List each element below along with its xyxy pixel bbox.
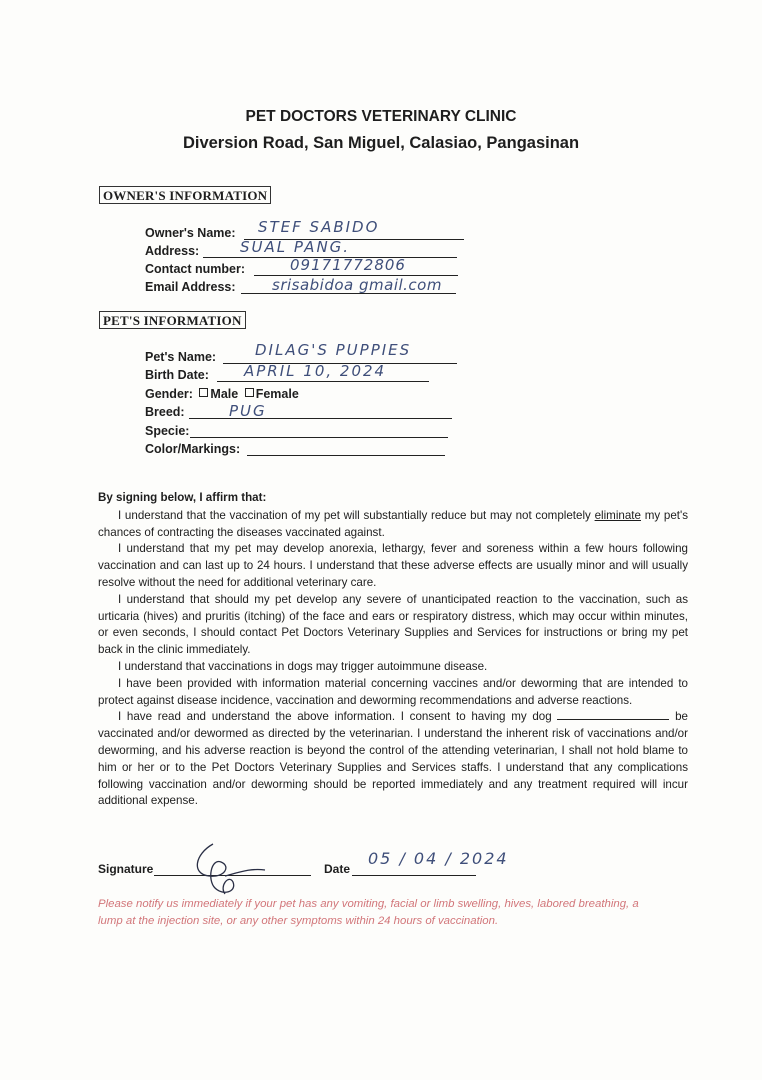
breed-label: Breed: (145, 405, 185, 419)
affirmation-paragraph-1: I understand that the vaccination of my pet will substantially reduce but may not completely eliminate my pet's chances of contracting the diseases vaccinated against. (98, 508, 688, 539)
color-markings-label: Color/Markings: (145, 442, 241, 456)
clinic-name: PET DOCTORS VETERINARY CLINIC (245, 108, 517, 125)
date-label: Date (324, 862, 351, 876)
female-checkbox[interactable] (245, 388, 254, 397)
specie-line (190, 437, 448, 438)
pet-section-title: PET'S INFORMATION (99, 311, 246, 329)
birth-date-line (217, 381, 429, 382)
email-value[interactable]: srisabidoa gmail.com (272, 276, 442, 294)
address-value[interactable]: SUAL PANG. (240, 238, 351, 256)
affirmation-heading: By signing below, I affirm that: (98, 491, 267, 504)
address-label: Address: (145, 244, 200, 258)
specie-label: Specie: (145, 424, 190, 438)
date-line (352, 875, 476, 876)
owner-section-title: OWNER'S INFORMATION (99, 186, 271, 204)
date-value[interactable]: 05 / 04 / 2024 (368, 849, 509, 868)
affirmation-paragraph-4: I understand that vaccinations in dogs may trigger autoimmune disease. (118, 659, 488, 673)
affirmation-paragraph-3: I understand that should my pet develop any severe of unanticipated reaction to the vaccination, such as urticaria (hives) and pruritis (itching) of the face and ears or respiratory distress, which may occur within minutes, or even seconds, I should contact Pet Doctors Veterinary Supplies and Services for instructions or bring my pet back in the clinic immediately. (98, 592, 688, 657)
contact-number-value[interactable]: 09171772806 (290, 256, 406, 274)
affirmation-paragraph-6: I have read and understand the above information. I consent to having my dog be vaccinated and/or dewormed as directed by the veterinarian. I understand the inherent risk of vaccinations and/or deworming, and his adverse reaction is beyond the control of the attending veterinarian, I shall not hold blame to him or her or to the Pet Doctors Veterinary Supplies and Services staffs. I understand that any complications following vaccination and/or deworming should be reported immediately and any treatment required will incur additional expense. (98, 710, 688, 808)
female-label: Female (255, 387, 299, 401)
gender-row (145, 387, 299, 401)
contact-number-label: Contact number: (145, 262, 245, 276)
owner-name-value[interactable]: STEF SABIDO (258, 218, 380, 236)
signature-scribble[interactable] (185, 836, 295, 904)
gender-label: Gender: (145, 387, 193, 401)
male-label: Male (210, 387, 239, 401)
notice-text: Please notify us immediately if your pet has any vomiting, facial or limb swelling, hives, labored breathing, a lump at the injection site, or any other symptoms within 24 hours of vaccination. (98, 898, 639, 927)
birth-date-label: Birth Date: (145, 368, 209, 382)
affirmation-paragraph-5: I have been provided with information material concerning vaccines and/or deworming that are intended to protect against disease incidence, vaccination and deworming recommendations and adverse reactions. (98, 676, 688, 707)
color-markings-line (247, 455, 445, 456)
breed-value[interactable]: PUG (229, 402, 267, 420)
pet-name-value[interactable]: DILAG'S PUPPIES (255, 341, 412, 359)
birth-date-value[interactable]: APRIL 10, 2024 (244, 362, 387, 380)
dog-name-blank[interactable] (557, 709, 669, 720)
pet-name-label: Pet's Name: (145, 350, 217, 364)
signature-label: Signature (98, 862, 154, 876)
male-checkbox[interactable] (199, 388, 208, 397)
affirmation-block (98, 490, 688, 810)
clinic-address: Diversion Road, San Miguel, Calasiao, Pangasinan (182, 134, 580, 152)
affirmation-paragraph-2: I understand that my pet may develop anorexia, lethargy, fever and soreness within a few hours following vaccination and can last up to 24 hours. I understand that these adverse effects are usually minor and will usually resolve without the need for additional veterinary care. (98, 542, 688, 589)
email-label: Email Address: (145, 280, 236, 294)
owner-name-label: Owner's Name: (145, 226, 236, 240)
